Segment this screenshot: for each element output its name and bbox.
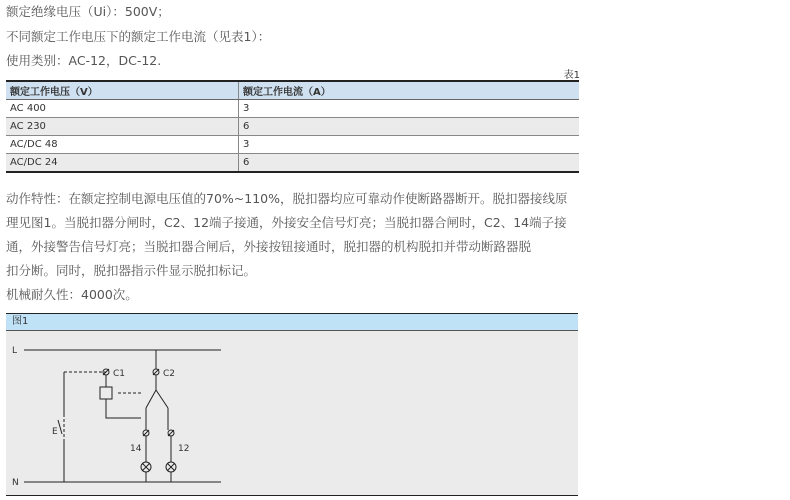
changeover-switch <box>146 390 156 408</box>
paragraph-line: 理见图1。当脱扣器分闸时，C2、12端子接通，外接安全信号灯亮；当脱扣器合闸时，C2、14端子接 <box>6 215 567 230</box>
label-12: 12 <box>178 444 190 454</box>
cell-current: 6 <box>239 118 580 136</box>
column-header-voltage: 额定工作电压（V） <box>6 81 239 100</box>
operating-characteristics <box>6 187 586 307</box>
figure-title: 图1 <box>6 313 578 331</box>
cell-voltage: AC 230 <box>6 118 239 136</box>
trip-coil <box>100 387 112 399</box>
label-L: L <box>12 346 18 356</box>
table-row <box>6 118 579 136</box>
table-header-row <box>6 81 579 100</box>
rated-current-intro: 不同额定工作电压下的额定工作电流（见表1）： <box>6 29 271 44</box>
label-c1: C1 <box>113 369 126 379</box>
warning-lamp-icon <box>141 462 151 472</box>
paragraph-line: 扣分断。同时，脱扣器指示件显示脱扣标记。 <box>6 263 257 278</box>
label-c2: C2 <box>163 369 176 379</box>
paragraph-line: 动作特性：在额定控制电源电压值的70%~110%，脱扣器均应可靠动作使断路器断开。脱扣器接线原 <box>6 191 568 206</box>
table-row <box>6 154 579 173</box>
cell-current: 6 <box>239 154 580 173</box>
column-header-current: 额定工作电流（A） <box>239 81 580 100</box>
cell-voltage: AC 400 <box>6 100 239 118</box>
table-caption: 表1 <box>563 70 580 81</box>
cell-current: 3 <box>239 136 580 154</box>
cell-voltage: AC/DC 48 <box>6 136 239 154</box>
table-row <box>6 100 579 118</box>
safety-lamp-icon <box>166 462 176 472</box>
wiring-diagram <box>6 330 578 497</box>
figure-bottom-rule <box>6 495 578 496</box>
rated-insulation-voltage: 额定绝缘电压（Ui）：500V； <box>6 4 170 19</box>
mechanical-durability: 机械耐久性：4000次。 <box>6 287 138 302</box>
push-button-icon: E <box>52 427 58 437</box>
paragraph-line: 通，外接警告信号灯亮；当脱扣器合闸后，外接按钮接通时，脱扣器的机构脱扣并带动断路器脱 <box>6 239 532 254</box>
rated-current-table <box>6 80 579 173</box>
cell-current: 3 <box>239 100 580 118</box>
utilization-category: 使用类别：AC-12，DC-12. <box>6 53 162 68</box>
table-row <box>6 136 579 154</box>
wiring-diagram-figure <box>6 313 578 496</box>
cell-voltage: AC/DC 24 <box>6 154 239 173</box>
label-14: 14 <box>130 444 142 454</box>
push-button-branch <box>52 372 106 482</box>
label-N: N <box>12 478 19 488</box>
